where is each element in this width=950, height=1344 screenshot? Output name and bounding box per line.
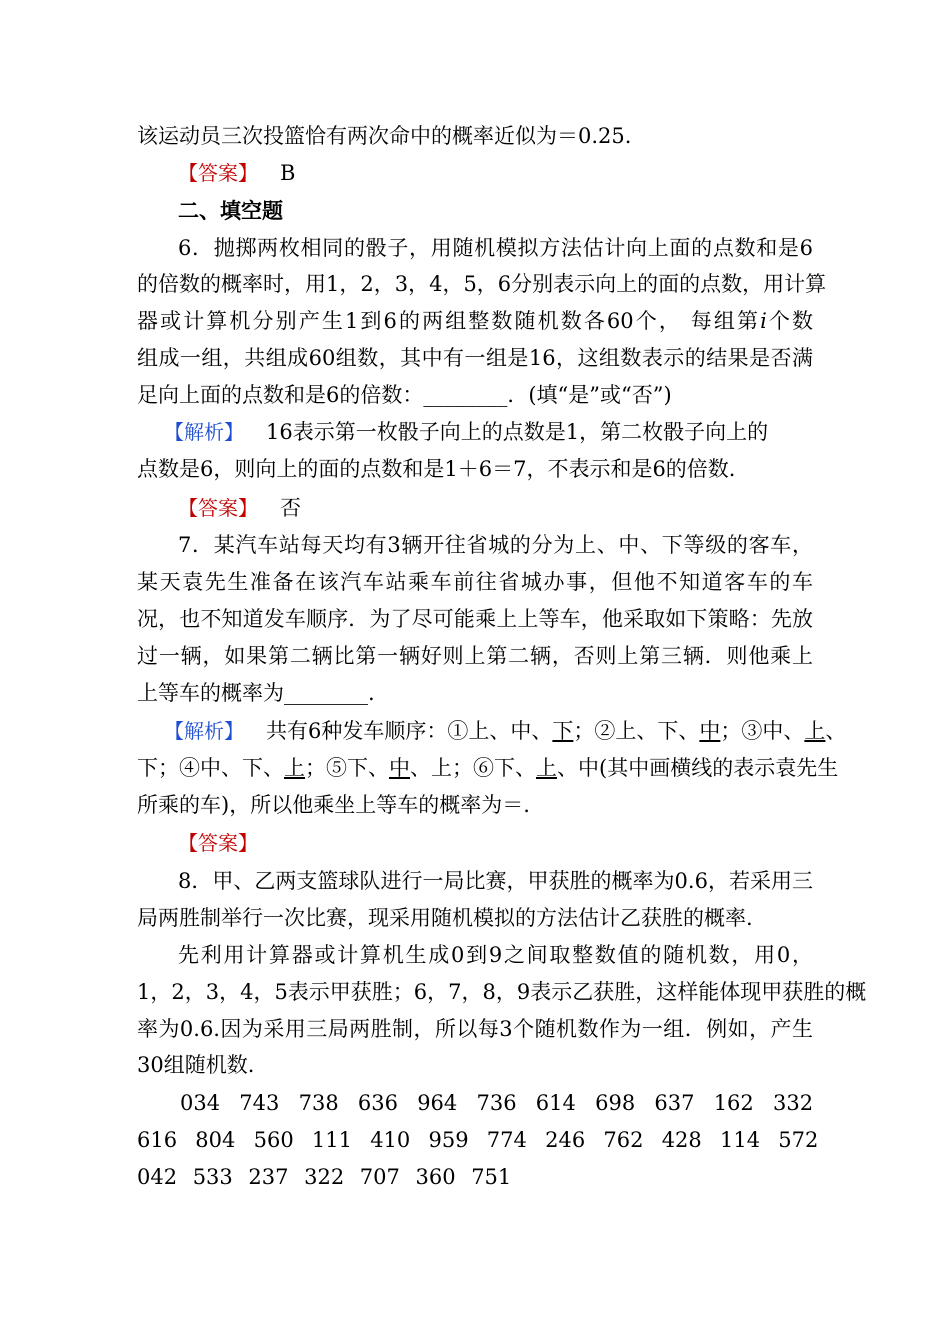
q6-line-2: 的倍数的概率时，用1，2，3，4，5，6分别表示向上的面的点数，用计算 [137,272,827,296]
analysis-text: 、中(其中画横线的表示袁先生 [557,756,839,780]
underlined-choice: 上 [284,756,305,780]
random-number: 616 [137,1128,178,1152]
random-number: 034 [180,1091,221,1115]
underlined-choice: 中 [389,756,410,780]
random-number: 572 [778,1128,819,1152]
q7-line-1: 7．某汽车站每天均有3辆开往省城的分为上、中、下等级的客车， [178,533,813,557]
q6-analysis-text-1: 16表示第一枚骰子向上的点数是1，第二枚骰子向上的 [266,420,769,444]
q6-analysis-line-2: 点数是6，则向上的面的点数和是1＋6＝7，不表示和是6的倍数. [137,457,736,481]
random-number: 360 [415,1165,456,1189]
section-heading: 二、填空题 [178,199,283,223]
q7-line-5: 上等车的概率为________. [137,681,375,705]
underlined-choice: 上 [536,756,557,780]
q6-analysis-line-1 [164,417,799,447]
random-number: 736 [476,1091,517,1115]
analysis-label: 【解析】 [164,420,244,444]
analysis-text: 、上；⑥下、 [410,756,536,780]
q6-line-4: 组成一组，共组成60组数，其中有一组是16，这组数表示的结果是否满 [137,346,813,370]
random-number: 698 [595,1091,636,1115]
random-number: 042 [137,1165,178,1189]
random-number: 637 [654,1091,695,1115]
answer-label: 【答案】 [178,831,258,855]
random-number: 743 [239,1091,280,1115]
random-number: 959 [428,1128,469,1152]
q8-para-2: 1，2，3，4，5表示甲获胜；6，7，8，9表示乙获胜，这样能体现甲获胜的概 [137,980,867,1004]
q6-variable: i [760,309,767,333]
analysis-text: 、 [825,719,847,743]
random-number: 964 [417,1091,458,1115]
random-number: 707 [359,1165,400,1189]
answer-label: 【答案】 [178,496,258,520]
random-number: 111 [311,1128,352,1152]
random-number: 332 [773,1091,814,1115]
random-number: 162 [713,1091,754,1115]
q7-line-3: 况，也不知道发车顺序．为了尽可能乘上上等车，他采取如下策略：先放 [137,607,813,631]
random-number: 322 [304,1165,345,1189]
random-number: 114 [720,1128,761,1152]
random-number: 246 [545,1128,586,1152]
q6-line-1: 6．抛掷两枚相同的骰子，用随机模拟方法估计向上面的点数和是6 [178,236,813,260]
answer-value: 否 [280,496,301,520]
q6-line-3 [137,306,813,336]
q6-line-3a: 器或计算机分别产生1到6的两组整数随机数各60个， 每组第 [137,309,761,333]
random-number: 614 [535,1091,576,1115]
answer-value: B [280,161,296,185]
random-number: 560 [253,1128,294,1152]
random-number: 774 [486,1128,527,1152]
q8-line-2: 局两胜制举行一次比赛，现采用随机模拟的方法估计乙获胜的概率. [137,906,753,930]
q7-analysis-line-2 [137,753,839,783]
analysis-text: ；③中、 [720,719,805,743]
answer-label: 【答案】 [178,161,258,185]
q8-para-1: 先利用计算器或计算机生成0到9之间取整数值的随机数，用0， [178,943,813,967]
random-number: 762 [603,1128,644,1152]
q7-line-2: 某天袁先生准备在该汽车站乘车前往省城办事，但他不知道客车的车 [137,570,813,594]
q7-analysis-line-3: 所乘的车)，所以他乘坐上等车的概率为＝. [137,793,530,817]
q8-line-1: 8．甲、乙两支篮球队进行一局比赛，甲获胜的概率为0.6，若采用三 [178,869,813,893]
random-number: 636 [357,1091,398,1115]
q7-analysis-line-1 [164,716,847,746]
q7-answer-line [178,828,813,858]
q6-line-3b: 个数 [766,309,813,333]
analysis-text: ；⑤下、 [305,756,389,780]
q7-line-4: 过一辆，如果第二辆比第一辆好则上第二辆，否则上第三辆．则他乘上 [137,644,813,668]
random-number: 751 [471,1165,512,1189]
q5-conclusion: 该运动员三次投篮恰有两次命中的概率近似为＝0.25. [137,124,632,148]
random-number: 738 [298,1091,339,1115]
q6-line-5: 足向上面的点数和是6的倍数：________．(填“是”或“否”) [137,383,672,407]
random-number: 533 [192,1165,233,1189]
analysis-label: 【解析】 [164,719,244,743]
analysis-text: 共有6种发车顺序：①上、中、 [266,719,553,743]
q8-para-4: 30组随机数. [137,1053,255,1077]
underlined-choice: 上 [804,719,826,743]
analysis-text: ；②上、下、 [573,719,700,743]
underlined-choice: 中 [699,719,721,743]
random-number: 804 [195,1128,236,1152]
q5-answer-line [178,158,813,188]
random-number: 410 [370,1128,411,1152]
q8-para-3: 率为0.6.因为采用三局两胜制，所以每3个随机数作为一组．例如，产生 [137,1017,813,1041]
q6-answer-line [178,493,813,523]
underlined-choice: 下 [552,719,574,743]
analysis-text: 下；④中、下、 [137,756,284,780]
random-number: 428 [661,1128,702,1152]
random-number: 237 [248,1165,289,1189]
